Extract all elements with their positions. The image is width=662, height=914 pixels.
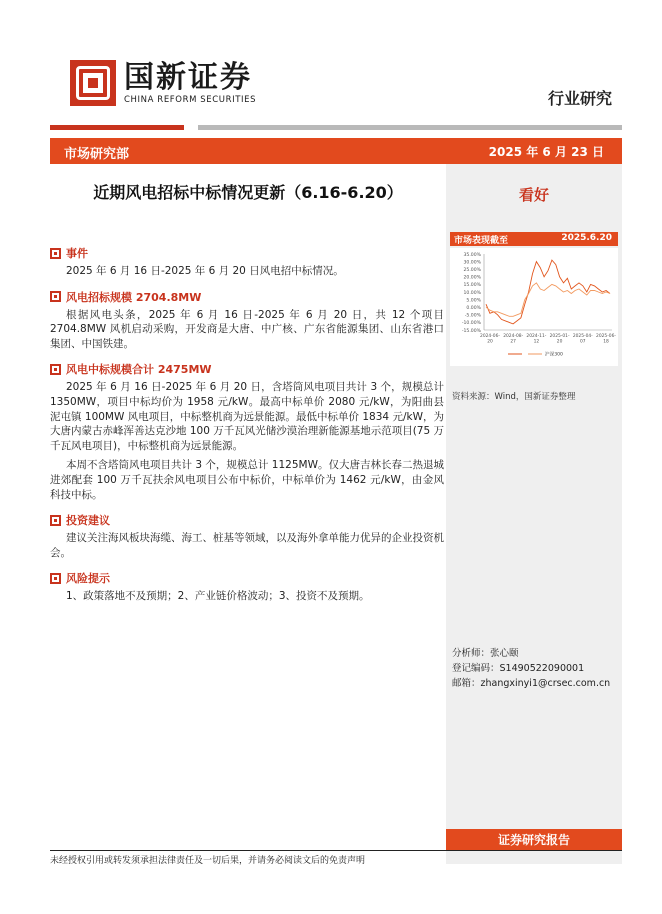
section-paragraph: 建议关注海风板块海缆、海工、桩基等领域，以及海外拿单能力优异的企业投资机会。 xyxy=(50,532,444,559)
disclaimer: 未经授权引用或转发须承担法律责任及一切后果，并请务必阅读文后的免责声明 xyxy=(50,856,366,866)
analyst-label: 分析师： xyxy=(452,648,491,659)
performance-header xyxy=(450,232,618,246)
company-logo xyxy=(70,60,256,106)
section-tender xyxy=(50,289,444,352)
section-square-icon xyxy=(50,515,61,526)
reg-label: 登记编码： xyxy=(452,663,500,674)
china-reform-seal-icon xyxy=(70,60,116,106)
section-square-icon xyxy=(50,364,61,375)
x-tick-label: 2025-06-18 xyxy=(596,334,616,345)
section-award xyxy=(50,361,444,502)
section-heading: 风电招标规模 2704.8MW xyxy=(66,290,202,304)
email-label: 邮箱： xyxy=(452,678,481,689)
header-rule-gray xyxy=(198,125,622,130)
x-tick-label: 2025-01-20 xyxy=(549,334,570,345)
y-tick-label: 15.00% xyxy=(463,283,481,289)
main-content xyxy=(50,245,444,614)
report-band: 证券研究报告 xyxy=(446,829,622,851)
section-risk xyxy=(50,570,444,604)
section-heading: 投资建议 xyxy=(66,514,110,528)
doc-type: 行业研究 xyxy=(547,89,612,108)
analyst-info xyxy=(452,646,610,691)
report-date: 2025 年 6 月 23 日 xyxy=(488,145,604,159)
section-paragraph: 2025 年 6 月 16 日-2025 年 6 月 20 日，含塔筒风电项目共计 3 个，规模总计 1350MW，项目中标均价为 1958 元/kW。最高中标单价 2080 元/kW，为阳曲县泥屯镇 100MW 风电项目，中标整机商为远景能源。最低中标单价 1834 元/kW，为大唐内蒙古赤峰浑善达克沙地 100 万千瓦风光储沙漠治理新能源基地示范项目(75 万千瓦风电项目)，中标整机商为远景能源。 xyxy=(50,381,445,452)
brand-name-en: CHINA REFORM SECURITIES xyxy=(124,95,257,105)
sidebar xyxy=(446,164,622,864)
performance-date: 2025.6.20 xyxy=(561,233,612,243)
section-square-icon xyxy=(50,573,61,584)
section-paragraph: 2025 年 6 月 16 日-2025 年 6 月 20 日风电招中标情况。 xyxy=(66,265,344,277)
x-tick-label: 2025-04-07 xyxy=(572,334,593,345)
analyst-email[interactable]: zhangxinyi1@crsec.com.cn xyxy=(480,678,611,689)
section-heading: 事件 xyxy=(66,247,88,260)
x-tick-label: 2024-08-27 xyxy=(503,334,524,345)
y-tick-label: -5.00% xyxy=(464,313,481,319)
section-square-icon xyxy=(50,291,61,302)
y-tick-label: 10.00% xyxy=(463,290,481,296)
y-tick-label: 30.00% xyxy=(463,260,481,266)
x-tick-label: 2024-11-12 xyxy=(526,334,547,345)
chart-svg xyxy=(450,248,618,366)
section-heading: 风险提示 xyxy=(66,572,110,586)
performance-title: 市场表现截至 xyxy=(454,236,509,246)
y-tick-label: -15.00% xyxy=(461,328,481,334)
section-square-icon xyxy=(50,248,61,259)
y-tick-label: 0.00% xyxy=(466,306,481,311)
brand-name-cn: 国新证券 xyxy=(124,60,252,95)
reg-code: S1490522090001 xyxy=(499,663,585,674)
y-tick-label: 35.00% xyxy=(463,252,481,258)
header-band xyxy=(50,138,622,164)
department: 市场研究部 xyxy=(64,147,130,162)
logo-text xyxy=(124,61,256,105)
y-tick-label: 25.00% xyxy=(463,268,481,273)
chart-source: 资料来源：Wind，国新证券整理 xyxy=(452,392,576,402)
header-rule-red xyxy=(50,125,184,130)
section-paragraph: 1、政策落地不及预期；2、产业链价格波动；3、投资不及预期。 xyxy=(66,590,370,603)
section-advice xyxy=(50,512,444,560)
y-tick-label: 20.00% xyxy=(463,275,481,281)
legend-label-1: 沪深300 xyxy=(545,352,563,358)
series-line-1 xyxy=(486,283,610,316)
performance-chart xyxy=(450,248,618,366)
section-paragraph: 根据风电头条，2025 年 6 月 16 日-2025 年 6 月 20 日，共 12 个项目 2704.8MW 风机启动采购，开发商是大唐、中广核、广东省能源集团、山东省港口集团、中国铁建。 xyxy=(50,308,444,350)
x-tick-label: 2024-06-20 xyxy=(480,334,500,345)
report-title: 近期风电招标中标情况更新（6.16-6.20） xyxy=(93,183,403,202)
y-tick-label: 5.00% xyxy=(466,298,481,304)
section-paragraph: 本周不含塔筒风电项目共计 3 个，规模总计 1125MW。仅大唐吉林长春二热退城进郊配套 100 万千瓦扶余风电项目公布中标价，中标单价为 1462 元/kW，由金风科技中标。 xyxy=(50,459,444,501)
section-heading: 风电中标规模合计 2475MW xyxy=(66,363,212,377)
section-event xyxy=(50,245,444,279)
rating: 看好 xyxy=(518,186,549,204)
y-tick-label: -10.00% xyxy=(461,321,481,327)
analyst-name: 张心颐 xyxy=(490,648,519,659)
footer-rule xyxy=(50,850,622,851)
